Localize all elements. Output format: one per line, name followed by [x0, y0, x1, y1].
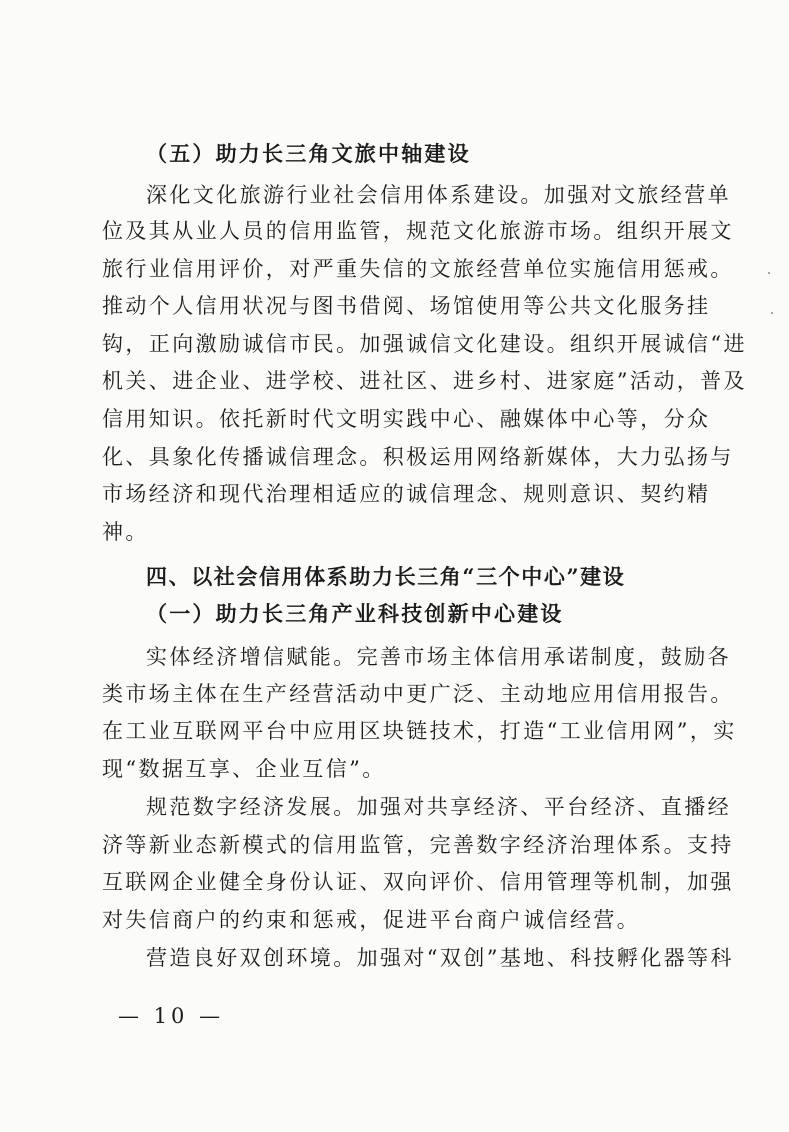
para-1-line-1: 实体经济增信赋能。完善市场主体信用承诺制度，鼓励各	[146, 645, 731, 669]
para-5-line-8: 化、具象化传播诚信理念。积极运用网络新媒体，大力弘扬与	[102, 445, 734, 469]
page-number: — 10 —	[118, 1004, 225, 1028]
para-2-line-3: 互联网企业健全身份认证、双向评价、信用管理等机制，加强	[102, 870, 734, 894]
para-1-line-2: 类市场主体在生产经营活动中更广泛、主动地应用信用报告。	[102, 682, 734, 706]
para-5-line-5: 钩，正向激励诚信市民。加强诚信文化建设。组织开展诚信“进	[102, 332, 747, 356]
para-5-line-4: 推动个人信用状况与图书借阅、场馆使用等公共文化服务挂	[102, 294, 711, 318]
scan-speck	[768, 272, 770, 274]
para-5-line-3: 旅行业信用评价，对严重失信的文旅经营单位实施信用惩戒。	[102, 257, 734, 281]
para-3-line-1: 营造良好双创环境。加强对“双创”基地、科技孵化器等科	[146, 946, 734, 970]
scan-speck	[771, 312, 773, 314]
section-5-heading: （五）助力长三角文旅中轴建设	[146, 141, 471, 166]
para-2-line-2: 济等新业态新模式的信用监管，完善数字经济治理体系。支持	[102, 833, 734, 857]
para-1-line-4: 现“数据互享、企业互信”。	[102, 757, 386, 781]
para-5-line-7: 信用知识。依托新时代文明实践中心、融媒体中心等，分众	[102, 407, 711, 431]
para-5-line-6: 机关、进企业、进学校、进社区、进乡村、进家庭”活动，普及	[102, 369, 747, 393]
para-5-line-1: 深化文化旅游行业社会信用体系建设。加强对文旅经营单	[146, 183, 731, 207]
section-1-heading: （一）助力长三角产业科技创新中心建设	[146, 601, 564, 626]
para-2-line-1: 规范数字经济发展。加强对共享经济、平台经济、直播经	[146, 795, 731, 819]
para-1-line-3: 在工业互联网平台中应用区块链技术，打造“工业信用网”，实	[102, 719, 737, 743]
para-5-line-9: 市场经济和现代治理相适应的诚信理念、规则意识、契约精	[102, 482, 711, 506]
para-5-line-2: 位及其从业人员的信用监管，规范文化旅游市场。组织开展文	[102, 219, 734, 243]
chapter-4-heading: 四、以社会信用体系助力长三角“三个中心”建设	[146, 564, 626, 589]
para-5-line-10: 神。	[102, 520, 149, 544]
para-2-line-4: 对失信商户的约束和惩戒，促进平台商户诚信经营。	[102, 908, 641, 932]
